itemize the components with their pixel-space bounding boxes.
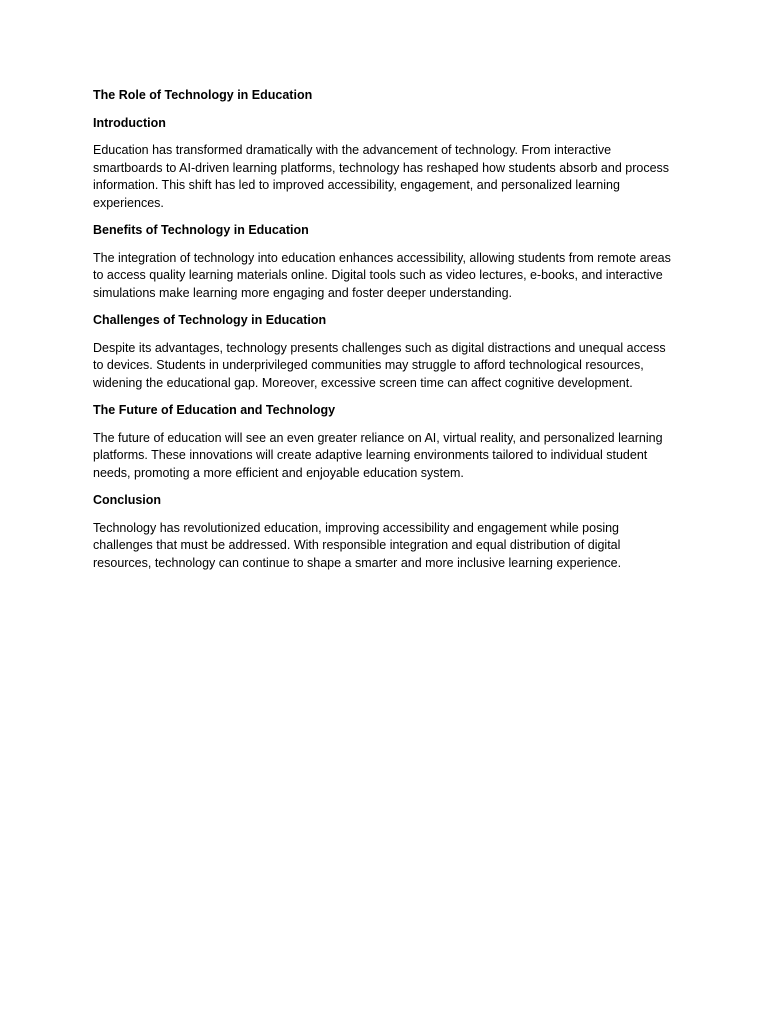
section-heading-challenges: Challenges of Technology in Education bbox=[93, 313, 327, 327]
section-heading-conclusion: Conclusion bbox=[93, 493, 162, 507]
section-heading-introduction: Introduction bbox=[93, 115, 166, 130]
section-body-introduction: Education has transformed dramatically with the advancement of technology. From interactive smartboards to AI-driven learning platforms, technology has reshaped how students absorb and process information. This shift has led to improved accessibility, engagement, and personalized learning experiences. bbox=[93, 143, 670, 210]
section-body-benefits: The integration of technology into education enhances accessibility, allowing students from remote areas to access quality learning materials online. Digital tools such as video lectures, e-books, and interactive simulations make learning more engaging and foster deeper understanding. bbox=[93, 250, 671, 300]
document-title: The Role of Technology in Education bbox=[93, 88, 313, 102]
section-heading-benefits: Benefits of Technology in Education bbox=[93, 223, 309, 237]
section-heading-future: The Future of Education and Technology bbox=[93, 403, 336, 417]
document-page bbox=[93, 87, 671, 582]
section-body-conclusion: Technology has revolutionized education, improving accessibility and engagement while posing challenges that must be addressed. With responsible integration and equal distribution of digital resources, technology can continue to shape a smarter and more inclusive learning experience. bbox=[93, 520, 622, 570]
section-body-future: The future of education will see an even greater reliance on AI, virtual reality, and personalized learning platforms. These innovations will create adaptive learning environments tailored to individual student needs, promoting a more efficient and enjoyable education system. bbox=[93, 430, 663, 480]
section-body-challenges: Despite its advantages, technology presents challenges such as digital distractions and unequal access to devices. Students in underprivileged communities may struggle to afford technological resources, widening the educational gap. Moreover, excessive screen time can affect cognitive development. bbox=[93, 340, 666, 390]
